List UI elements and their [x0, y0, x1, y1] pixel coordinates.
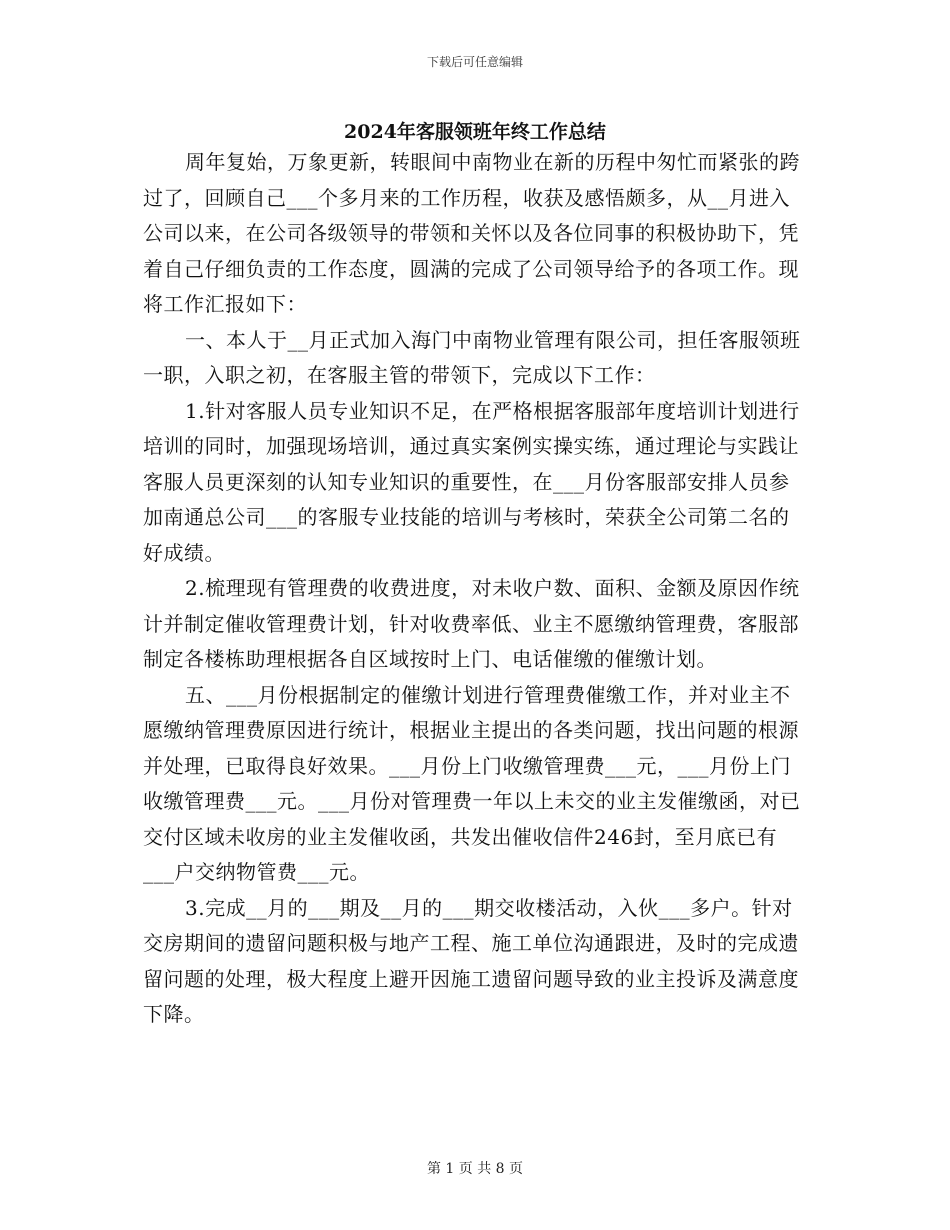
paragraph-intro: 周年复始，万象更新，转眼间中南物业在新的历程中匆忙而紧张的跨过了，回顾自己___个多月来的工作历程，收获及感悟颇多，从__月进入公司以来，在公司各级领导的带领和关怀以及各位同事的积极协助下，凭着自己仔细负责的工作态度，圆满的完成了公司领导给予的各项工作。现将工作汇报如下：: [143, 150, 800, 316]
page-header: 下载后可任意编辑: [426, 55, 523, 69]
document-title: 2024年客服领班年终工作总结: [344, 121, 606, 143]
paragraph-section-five: 五、___月份根据制定的催缴计划进行管理费催缴工作，并对业主不愿缴纳管理费原因进行统计，根据业主提出的各类问题，找出问题的根源并处理，已取得良好效果。___月份上门收缴管理费___元，___月份上门收缴管理费___元。___月份对管理费一年以上未交的业主发催缴函，对已交付区域未收房的业主发催收函，共发出催收信件246封，至月底已有___户交纳物管费___元。: [143, 682, 801, 884]
paragraph-item-2: 2.梳理现有管理费的收费进度，对未收户数、面积、金额及原因作统计并制定催收管理费计划，针对收费率低、业主不愿缴纳管理费，客服部制定各楼栋助理根据各自区域按时上门、电话催缴的催缴计划。: [143, 576, 800, 671]
paragraph-item-1: 1.针对客服人员专业知识不足，在严格根据客服部年度培训计划进行培训的同时，加强现场培训，通过真实案例实操实练，通过理论与实践让客服人员更深刻的认知专业知识的重要性，在___月份客服部安排人员参加南通总公司___的客服专业技能的培训与考核时，荣获全公司第二名的好成绩。: [143, 398, 800, 565]
document-body: [143, 145, 808, 1033]
page-number: 第 1 页 共 8 页: [426, 1161, 524, 1177]
paragraph-section-one: 一、本人于__月正式加入海门中南物业管理有限公司，担任客服领班一职，入职之初，在客服主管的带领下，完成以下工作：: [143, 327, 801, 387]
paragraph-item-3: 3.完成__月的___期及__月的___期交收楼活动，入伙___多户。针对交房期间的遗留问题积极与地产工程、施工单位沟通跟进，及时的完成遗留问题的处理，极大程度上避开因施工遗留问题导致的业主投诉及满意度下降。: [143, 895, 799, 1026]
